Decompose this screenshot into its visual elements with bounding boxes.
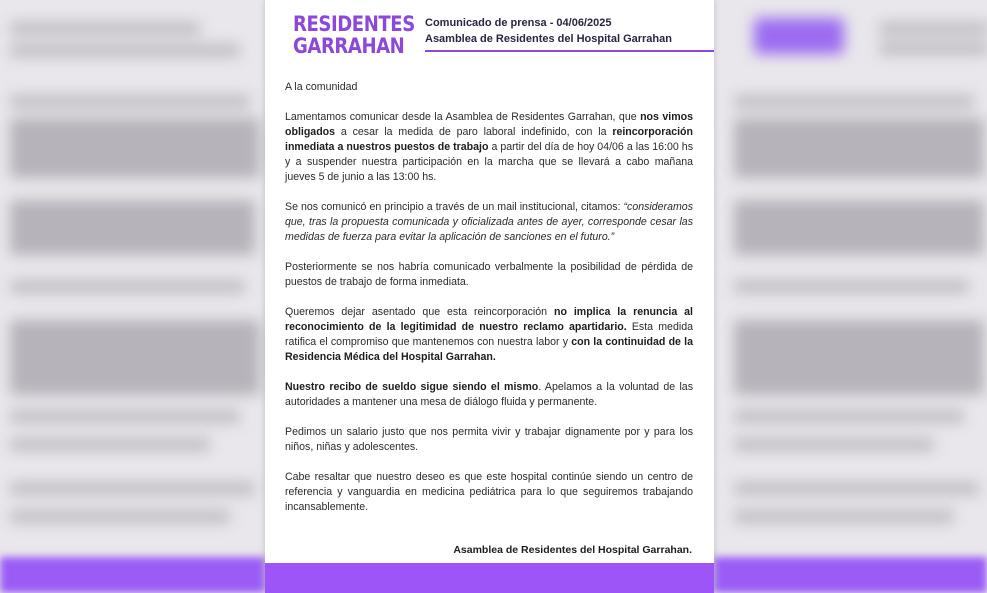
blurred-background-left	[0, 0, 265, 593]
blurred-background-right	[714, 0, 987, 593]
footer-band	[265, 563, 714, 593]
logo-line-1: RESIDENTES	[293, 12, 415, 36]
header	[425, 15, 715, 47]
paragraph-5: Nuestro recibo de sueldo sigue siendo el mismo. Apelamos a la voluntad de las autoridades a mantener una mesa de diálogo fluida y permanente.	[285, 381, 693, 408]
residentes-garrahan-logo	[293, 12, 415, 58]
paragraph-7: Cabe resaltar que nuestro deseo es que este hospital continúe siendo un centro de referencia y vanguardia en medicina pediátrica para lo que seguiremos trabajando incansablemente.	[285, 471, 693, 513]
paragraph-1: Lamentamos comunicar desde la Asamblea de Residentes Garrahan, que nos vimos obligados a cesar la medida de paro laboral indefinido, con la reincorporación inmediata a nuestros puestos de trabajo a partir del día de hoy 04/06 a las 16:00 hs y a suspender nuestra participación en la marcha que se llevará a cabo mañana jueves 5 de junio a las 13:00 hs.	[285, 111, 693, 183]
paragraph-4: Queremos dejar asentado que esta reincorporación no implica la renuncia al reconocimiento de la legitimidad de nuestro reclamo apartidario. Esta medida ratifica el compromiso que mantenemos con nuestra labor y con la continuidad de la Residencia Médica del Hospital Garrahan.	[285, 306, 693, 363]
paragraph-2: Se nos comunicó en principio a través de un mail institucional, citamos: “consideramos que, tras la propuesta comunicada y oficializada antes de ayer, corresponde cesar las medidas de fuerza para evitar la aplicación de sanciones en el futuro.”	[285, 201, 693, 243]
header-divider	[425, 50, 714, 52]
header-subtitle: Asamblea de Residentes del Hospital Garrahan	[425, 33, 672, 45]
document-body	[285, 80, 693, 530]
paragraph-6: Pedimos un salario justo que nos permita vivir y trabajar dignamente por y para los niños, niñas y adolescentes.	[285, 426, 693, 453]
paragraph-3: Posteriormente se nos habría comunicado verbalmente la posibilidad de pérdida de puestos de trabajo de forma inmediata.	[285, 261, 693, 288]
press-release-page	[265, 0, 714, 593]
header-title: Comunicado de prensa - 04/06/2025	[425, 17, 612, 29]
greeting: A la comunidad	[285, 81, 358, 93]
logo-line-2: GARRAHAN	[293, 34, 405, 58]
signature: Asamblea de Residentes del Hospital Garrahan.	[453, 544, 692, 556]
